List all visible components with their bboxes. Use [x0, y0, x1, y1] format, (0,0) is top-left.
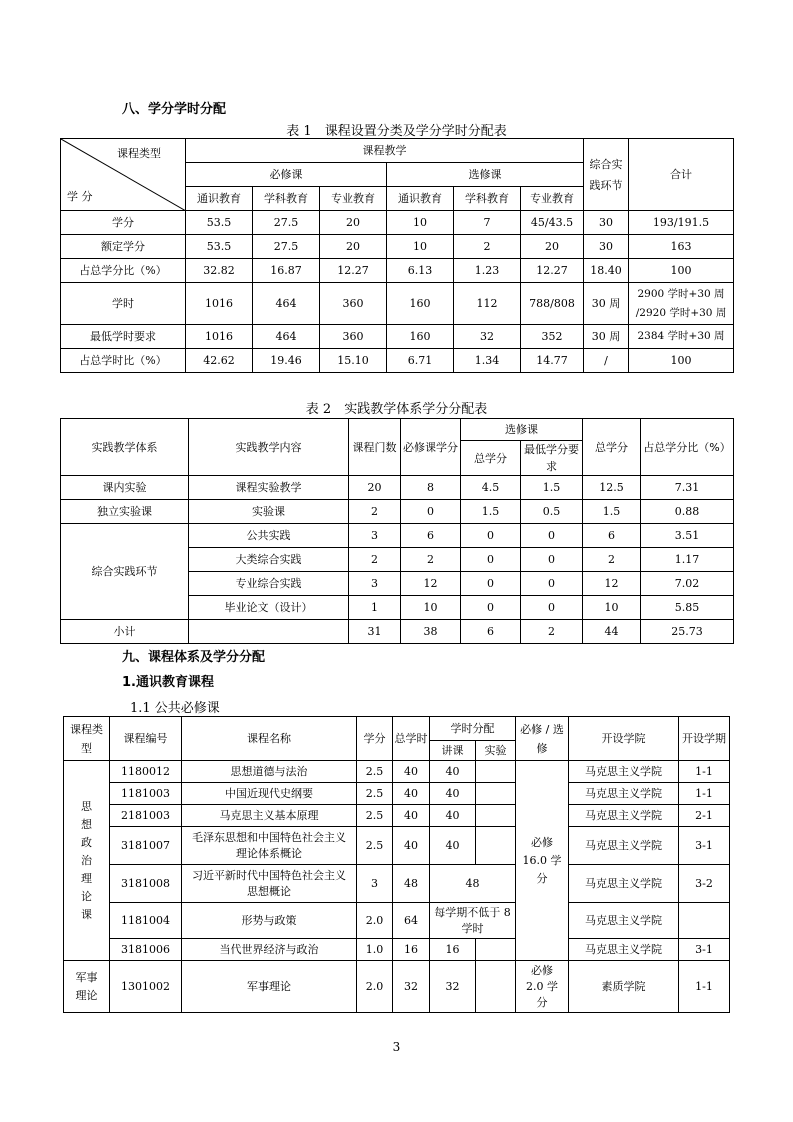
cell: 0 [521, 572, 583, 596]
row-system: 独立实验课 [61, 500, 189, 524]
section-heading-9-1: 1.通识教育课程 [122, 675, 214, 690]
table-row [64, 903, 730, 939]
cell-name: 中国近现代史纲要 [182, 783, 357, 805]
section-heading-9-1-1: 1.1 公共必修课 [130, 701, 220, 716]
table1-caption: 表 1 课程设置分类及学分学时分配表 [286, 124, 507, 139]
cell: 30 [584, 211, 629, 235]
header-required-credit: 必修课学分 [401, 419, 461, 476]
cell-empty [189, 620, 349, 644]
cell: 27.5 [253, 211, 320, 235]
row-label: 占总学分比（%） [61, 259, 186, 283]
cell-lab [476, 783, 516, 805]
header-hours: 总学时 [393, 717, 430, 761]
row-label: 占总学时比（%） [61, 349, 186, 373]
cell: 1016 [186, 325, 253, 349]
cell: 1.5 [583, 500, 641, 524]
cell-lecture: 40 [430, 783, 476, 805]
header-total: 总学分 [583, 419, 641, 476]
cell-lecture: 32 [430, 961, 476, 1013]
cell: 1.23 [454, 259, 521, 283]
table-row [64, 865, 730, 903]
header-required: 必修 / 选修 [516, 717, 569, 761]
table-row [64, 939, 730, 961]
cell: 53.5 [186, 235, 253, 259]
cell: 10 [387, 211, 454, 235]
row-label: 学时 [61, 283, 186, 325]
row-content: 实验课 [189, 500, 349, 524]
cell-term: 3-1 [679, 939, 730, 961]
cell-credit: 2.5 [357, 827, 393, 865]
cell: 20 [521, 235, 584, 259]
cell-hours: 64 [393, 903, 430, 939]
cell-code: 1181003 [110, 783, 182, 805]
header-college: 开设学院 [569, 717, 679, 761]
cell-hours: 32 [393, 961, 430, 1013]
cell-lecture: 16 [430, 939, 476, 961]
cell: 788/808 [521, 283, 584, 325]
table1-diagonal-header [61, 139, 186, 211]
cell: 193/191.5 [629, 211, 734, 235]
cell: 7.31 [641, 476, 734, 500]
table-row [61, 259, 734, 283]
page-number: 3 [392, 1040, 401, 1054]
cell-college: 马克思主义学院 [569, 783, 679, 805]
row-content: 公共实践 [189, 524, 349, 548]
cell: 2 [521, 620, 583, 644]
cell-lab [476, 939, 516, 961]
header-practice: 综合实践环节 [584, 139, 629, 211]
cell-credit: 2.5 [357, 761, 393, 783]
cell: 7.02 [641, 572, 734, 596]
cell-lecture: 40 [430, 761, 476, 783]
cell: 0 [521, 524, 583, 548]
header-lab: 实验 [476, 741, 516, 761]
cell-credit: 2.5 [357, 805, 393, 827]
cell: 3 [349, 572, 401, 596]
header-total: 合计 [629, 139, 734, 211]
cell: 1.5 [521, 476, 583, 500]
table-row [61, 476, 734, 500]
row-content: 毕业论文（设计） [189, 596, 349, 620]
group-required: 必修 2.0 学分 [516, 961, 569, 1013]
cell: 8 [401, 476, 461, 500]
cell: 10 [387, 235, 454, 259]
cell: 1016 [186, 283, 253, 325]
header-name: 课程名称 [182, 717, 357, 761]
cell: 30 周 [584, 325, 629, 349]
cell: 2 [349, 500, 401, 524]
header-percent: 占总学分比（%） [641, 419, 734, 476]
cell: 32.82 [186, 259, 253, 283]
cell-lab [476, 761, 516, 783]
cell: 6 [401, 524, 461, 548]
cell: 5.85 [641, 596, 734, 620]
cell-name: 形势与政策 [182, 903, 357, 939]
diag-bottom-label: 学 分 [67, 190, 93, 203]
cell-credit: 2.0 [357, 903, 393, 939]
cell: 160 [387, 283, 454, 325]
cell: 0.88 [641, 500, 734, 524]
table2-caption: 表 2 实践教学体系学分分配表 [305, 402, 488, 417]
cell: 2384 学时+30 周 [629, 325, 734, 349]
cell: 6 [461, 620, 521, 644]
cell-lecture: 48 [430, 865, 516, 903]
cell: 100 [629, 259, 734, 283]
col-header: 专业教育 [320, 187, 387, 211]
table-row [61, 211, 734, 235]
cell: 6 [583, 524, 641, 548]
cell: 6.71 [387, 349, 454, 373]
cell: 2900 学时+30 周 /2920 学时+30 周 [629, 283, 734, 325]
table1 [60, 138, 734, 373]
table-row [61, 500, 734, 524]
table-row [61, 524, 734, 548]
cell-college: 马克思主义学院 [569, 805, 679, 827]
cell: 12.27 [320, 259, 387, 283]
table2 [60, 418, 734, 644]
cell-name: 习近平新时代中国特色社会主义思想概论 [182, 865, 357, 903]
cell: 12 [401, 572, 461, 596]
cell: 0.5 [521, 500, 583, 524]
header-elective: 选修课 [461, 419, 583, 441]
cell-college: 马克思主义学院 [569, 903, 679, 939]
cell-code: 3181007 [110, 827, 182, 865]
cell-lab [476, 827, 516, 865]
col-header: 学科教育 [253, 187, 320, 211]
cell: 3.51 [641, 524, 734, 548]
cell-name: 毛泽东思想和中国特色社会主义理论体系概论 [182, 827, 357, 865]
cell: 12 [583, 572, 641, 596]
header-distribution: 学时分配 [430, 717, 516, 741]
table-row [64, 961, 730, 1013]
cell: 1.17 [641, 548, 734, 572]
cell-hours: 40 [393, 827, 430, 865]
cell-code: 1181004 [110, 903, 182, 939]
cell: 31 [349, 620, 401, 644]
cell: 10 [401, 596, 461, 620]
cell: 20 [320, 235, 387, 259]
cell-term: 3-2 [679, 865, 730, 903]
group-required: 必修 16.0 学分 [516, 761, 569, 961]
row-system: 综合实践环节 [61, 524, 189, 620]
cell: 3 [349, 524, 401, 548]
table-row [61, 349, 734, 373]
cell-code: 2181003 [110, 805, 182, 827]
cell: 1.34 [454, 349, 521, 373]
cell-lab [476, 961, 516, 1013]
cell-name: 马克思主义基本原理 [182, 805, 357, 827]
cell: 44 [583, 620, 641, 644]
cell-term: 1-1 [679, 761, 730, 783]
table-row-subtotal [61, 620, 734, 644]
cell: 14.77 [521, 349, 584, 373]
cell-term: 1-1 [679, 961, 730, 1013]
row-system: 课内实验 [61, 476, 189, 500]
cell-code: 1180012 [110, 761, 182, 783]
cell: 0 [401, 500, 461, 524]
cell: 27.5 [253, 235, 320, 259]
cell: 2 [454, 235, 521, 259]
cell: 464 [253, 283, 320, 325]
cell: 15.10 [320, 349, 387, 373]
cell: 20 [349, 476, 401, 500]
row-content: 大类综合实践 [189, 548, 349, 572]
cell-college: 马克思主义学院 [569, 865, 679, 903]
cell-name: 思想道德与法治 [182, 761, 357, 783]
cell-name: 当代世界经济与政治 [182, 939, 357, 961]
cell-hours: 40 [393, 805, 430, 827]
row-label: 学分 [61, 211, 186, 235]
cell: 53.5 [186, 211, 253, 235]
header-type: 课程类型 [64, 717, 110, 761]
cell-term: 2-1 [679, 805, 730, 827]
table-row [61, 235, 734, 259]
group-type: 军事理论 [64, 961, 110, 1013]
cell-hours: 40 [393, 783, 430, 805]
table-row [61, 283, 734, 325]
cell: 112 [454, 283, 521, 325]
cell-hours: 48 [393, 865, 430, 903]
cell-term: 3-1 [679, 827, 730, 865]
cell-college: 素质学院 [569, 961, 679, 1013]
cell-lecture: 40 [430, 805, 476, 827]
header-elective-min: 最低学分要求 [521, 441, 583, 476]
cell: 30 [584, 235, 629, 259]
cell-credit: 2.5 [357, 783, 393, 805]
header-credit: 学分 [357, 717, 393, 761]
diag-top-label: 课程类型 [117, 147, 161, 160]
cell: 1.5 [461, 500, 521, 524]
header-teaching: 课程教学 [186, 139, 584, 163]
cell: 42.62 [186, 349, 253, 373]
cell: 30 周 [584, 283, 629, 325]
table-row [61, 325, 734, 349]
cell: / [584, 349, 629, 373]
cell: 2 [401, 548, 461, 572]
cell-lecture: 40 [430, 827, 476, 865]
cell: 18.40 [584, 259, 629, 283]
section-heading-9: 九、课程体系及学分分配 [122, 650, 266, 665]
cell: 0 [461, 524, 521, 548]
cell-code: 3181006 [110, 939, 182, 961]
col-header: 学科教育 [454, 187, 521, 211]
col-header: 通识教育 [387, 187, 454, 211]
cell: 19.46 [253, 349, 320, 373]
cell-credit: 1.0 [357, 939, 393, 961]
cell-term: 1-1 [679, 783, 730, 805]
cell: 352 [521, 325, 584, 349]
table3 [63, 716, 730, 1013]
table-row [64, 761, 730, 783]
cell: 7 [454, 211, 521, 235]
header-code: 课程编号 [110, 717, 182, 761]
cell-hours: 40 [393, 761, 430, 783]
cell-name: 军事理论 [182, 961, 357, 1013]
group-type: 思想政治理论课 [64, 761, 110, 961]
cell: 360 [320, 325, 387, 349]
cell: 0 [461, 548, 521, 572]
cell: 12.27 [521, 259, 584, 283]
header-elective-total: 总学分 [461, 441, 521, 476]
cell: 20 [320, 211, 387, 235]
cell-college: 马克思主义学院 [569, 761, 679, 783]
cell-lab [476, 805, 516, 827]
cell: 0 [521, 596, 583, 620]
cell: 1 [349, 596, 401, 620]
subtotal-label: 小计 [61, 620, 189, 644]
cell-credit: 3 [357, 865, 393, 903]
row-label: 最低学时要求 [61, 325, 186, 349]
row-content: 课程实验教学 [189, 476, 349, 500]
col-header: 通识教育 [186, 187, 253, 211]
cell-hours: 16 [393, 939, 430, 961]
cell-lecture: 每学期不低于 8 学时 [430, 903, 516, 939]
col-header: 专业教育 [521, 187, 584, 211]
cell: 4.5 [461, 476, 521, 500]
cell-college: 马克思主义学院 [569, 939, 679, 961]
cell: 0 [461, 572, 521, 596]
table-row [64, 805, 730, 827]
cell: 16.87 [253, 259, 320, 283]
cell: 163 [629, 235, 734, 259]
header-system: 实践教学体系 [61, 419, 189, 476]
cell: 0 [521, 548, 583, 572]
row-label: 额定学分 [61, 235, 186, 259]
cell: 38 [401, 620, 461, 644]
cell: 360 [320, 283, 387, 325]
cell: 160 [387, 325, 454, 349]
header-term: 开设学期 [679, 717, 730, 761]
header-content: 实践教学内容 [189, 419, 349, 476]
cell: 2 [349, 548, 401, 572]
cell: 32 [454, 325, 521, 349]
cell: 6.13 [387, 259, 454, 283]
table-row [64, 827, 730, 865]
header-elective: 选修课 [387, 163, 584, 187]
cell: 25.73 [641, 620, 734, 644]
row-content: 专业综合实践 [189, 572, 349, 596]
section-heading-8: 八、学分学时分配 [122, 102, 227, 117]
cell-code: 3181008 [110, 865, 182, 903]
table-row [64, 783, 730, 805]
cell: 100 [629, 349, 734, 373]
header-count: 课程门数 [349, 419, 401, 476]
cell: 10 [583, 596, 641, 620]
cell-college: 马克思主义学院 [569, 827, 679, 865]
cell: 12.5 [583, 476, 641, 500]
header-required: 必修课 [186, 163, 387, 187]
cell-code: 1301002 [110, 961, 182, 1013]
header-lecture: 讲课 [430, 741, 476, 761]
cell-term [679, 903, 730, 939]
cell-credit: 2.0 [357, 961, 393, 1013]
cell: 0 [461, 596, 521, 620]
cell: 45/43.5 [521, 211, 584, 235]
cell: 2 [583, 548, 641, 572]
cell: 464 [253, 325, 320, 349]
